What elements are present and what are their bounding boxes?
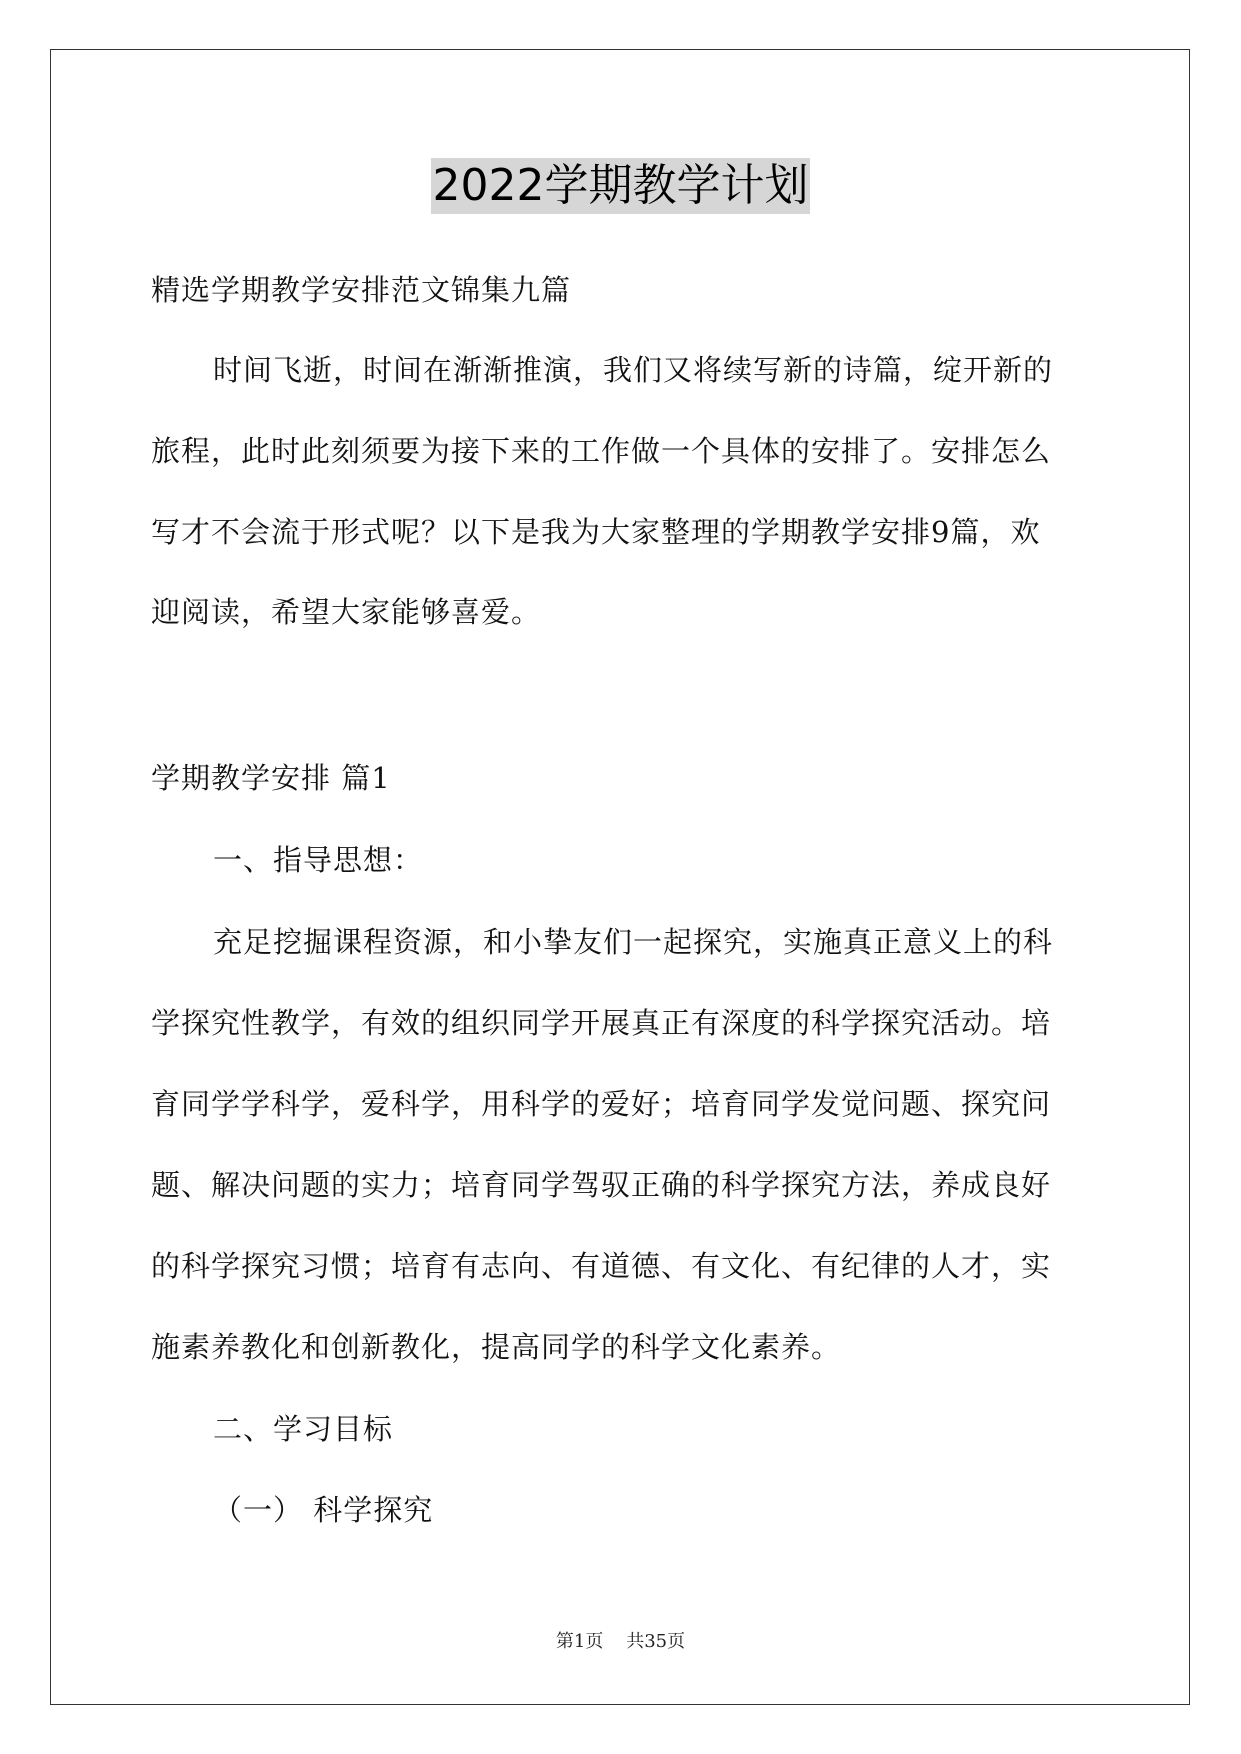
page-footer	[0, 1630, 1241, 1654]
document-title: 2022学期教学计划	[431, 158, 811, 214]
document-subtitle: 精选学期教学安排范文锦集九篇	[151, 273, 572, 307]
intro-line: 旅程，此时此刻须要为接下来的工作做一个具体的安排了。安排怎么	[151, 434, 1052, 468]
intro-line: 迎阅读，希望大家能够喜爱。	[151, 595, 542, 629]
body-line: 题、解决问题的实力；培育同学驾驭正确的科学探究方法，养成良好	[151, 1168, 1052, 1202]
page-number-label: 第1页 共35页	[555, 1631, 686, 1652]
body-line: 施素养教化和创新教化，提高同学的科学文化素养。	[151, 1330, 842, 1364]
section-heading: 学期教学安排 篇1	[151, 761, 391, 795]
body-line: 的科学探究习惯；培育有志向、有道德、有文化、有纪律的人才，实	[151, 1249, 1052, 1283]
body-line: 育同学学科学，爱科学，用科学的爱好；培育同学发觉问题、探究问	[151, 1087, 1052, 1121]
heading-science-inquiry: （一） 科学探究	[213, 1493, 434, 1527]
intro-line: 写才不会流于形式呢？以下是我为大家整理的学期教学安排9篇，欢	[151, 515, 1041, 549]
body-line: 学探究性教学，有效的组织同学开展真正有深度的科学探究活动。培	[151, 1006, 1052, 1040]
intro-line: 时间飞逝，时间在渐渐推演，我们又将续写新的诗篇，绽开新的	[213, 353, 1054, 387]
heading-learning-goals: 二、学习目标	[213, 1412, 394, 1446]
title-container	[0, 158, 1241, 214]
body-line: 充足挖掘课程资源，和小挚友们一起探究，实施真正意义上的科	[213, 925, 1054, 959]
heading-guiding-thought: 一、指导思想：	[213, 843, 424, 877]
